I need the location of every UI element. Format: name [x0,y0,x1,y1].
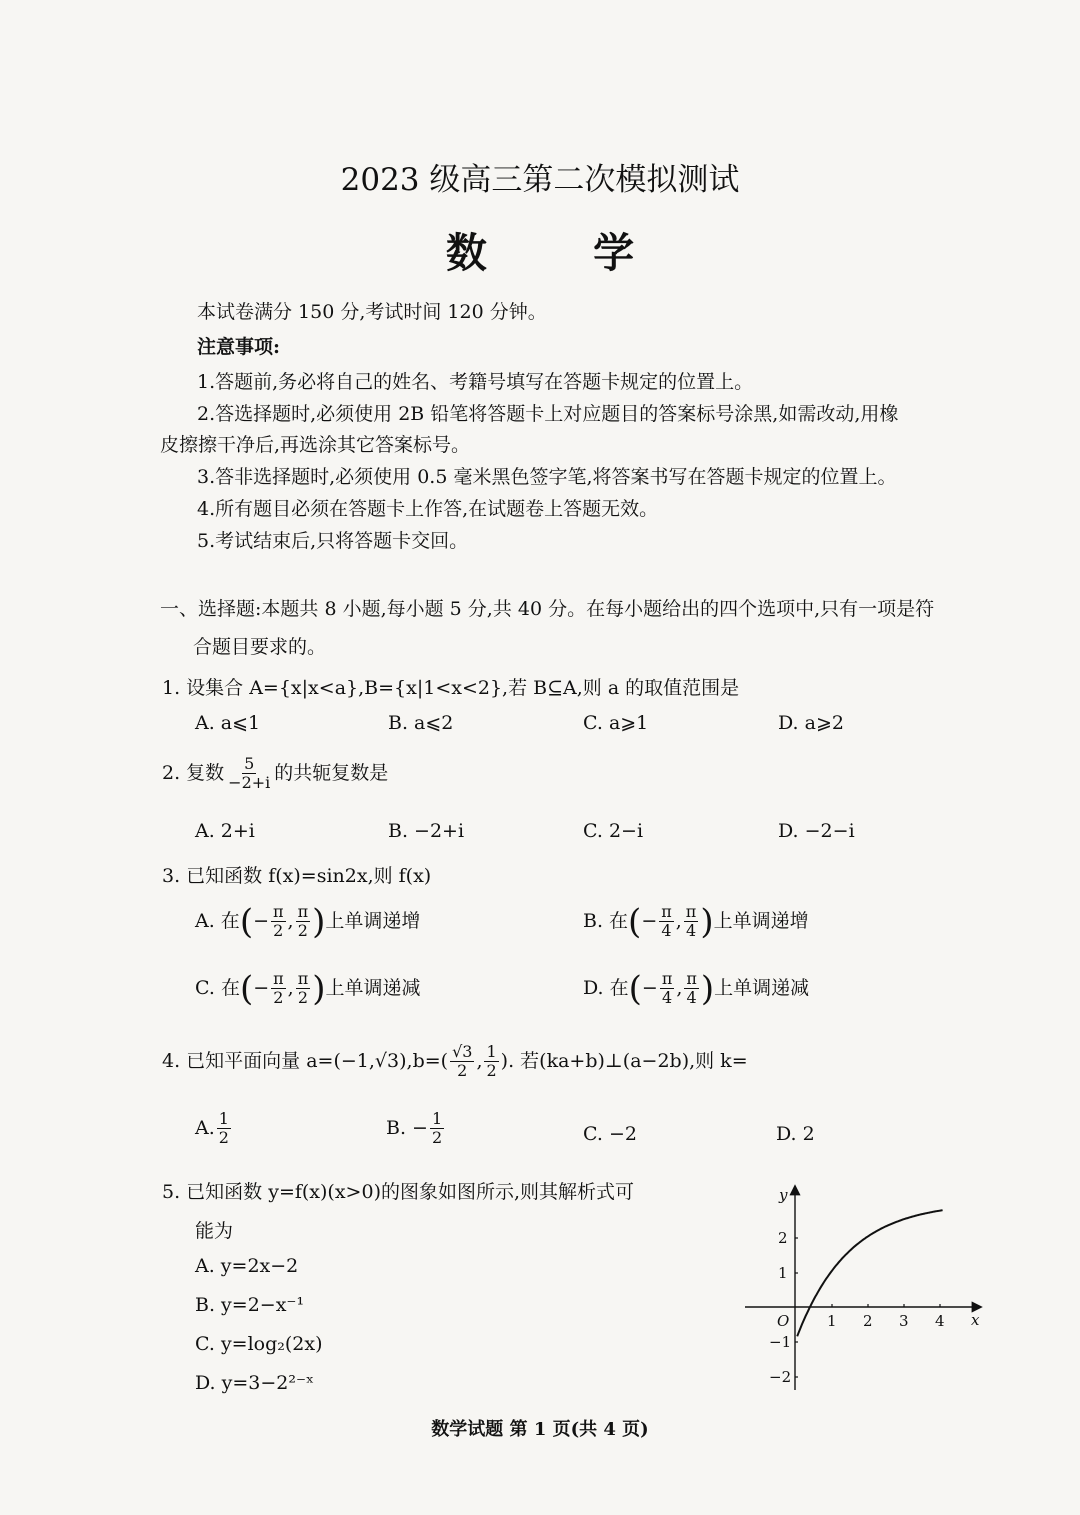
y-tick-label: −1 [769,1333,792,1351]
q3-option-a[interactable]: A. 在(− $\frac{\pi}{2}$ , $\frac{\pi}{2}$ )上单调递增 [195,901,421,942]
note-item: 5.考试结束后,只将答题卡交回。 [197,530,469,552]
question-5-stem: 能为 [195,1220,234,1242]
q3-option-d[interactable]: D. 在(− $\frac{\pi}{4}$ , $\frac{\pi}{4}$ )上单调递减 [583,968,810,1009]
y-tick-label: −2 [769,1368,792,1386]
q4-option-b[interactable]: B. − $\frac{1}{2}$ [386,1109,443,1148]
origin-label: O [777,1312,790,1330]
q2-option-a[interactable]: A. 2+i [195,820,255,842]
x-tick-label: 2 [863,1312,873,1330]
notes-heading: 注意事项: [197,336,281,358]
section-heading: 合题目要求的。 [193,636,327,658]
q2-numerator: 5 [244,754,255,773]
x-tick-label: 3 [899,1312,909,1330]
note-item: 2.答选择题时,必须使用 2B 铅笔将答题卡上对应题目的答案标号涂黑,如需改动,用橡 [197,403,899,425]
x-tick-label: 1 [827,1312,837,1330]
q3-option-b[interactable]: B. 在(− $\frac{\pi}{4}$ , $\frac{\pi}{4}$ )上单调递增 [583,901,809,942]
q5-option-d[interactable]: D. y=3−2²⁻ˣ [195,1372,315,1394]
note-item: 4.所有题目必须在答题卡上作答,在试题卷上答题无效。 [197,498,659,520]
q4-option-c[interactable]: C. −2 [583,1123,637,1145]
q1-option-b[interactable]: B. a⩽2 [388,712,454,734]
subject-title: 数 学 [445,229,681,277]
q5-option-b[interactable]: B. y=2−x⁻¹ [195,1294,305,1316]
note-item: 皮擦擦干净后,再选涂其它答案标号。 [160,434,471,456]
q2-option-c[interactable]: C. 2−i [583,820,644,842]
q2-denominator: −2+i [228,773,271,793]
q1-option-d[interactable]: D. a⩾2 [778,712,844,734]
page-footer: 数学试题 第 1 页(共 4 页) [431,1419,649,1440]
q4-option-a[interactable]: A. $\frac{1}{2}$ [195,1109,229,1148]
x-axis-label: x [971,1311,980,1329]
q2-option-d[interactable]: D. −2−i [778,820,855,842]
q1-option-c[interactable]: C. a⩾1 [583,712,649,734]
question-1-stem: 1. 设集合 A={x|x<a},B={x|1<x<2},若 B⊆A,则 a 的取值范围是 [162,677,740,699]
q2-option-b[interactable]: B. −2+i [388,820,465,842]
q2-fraction [226,755,272,793]
q3-option-c[interactable]: C. 在(− $\frac{\pi}{2}$ , $\frac{\pi}{2}$ )上单调递减 [195,968,421,1009]
question-4-stem: 4. 已知平面向量 a=(−1,√3),b=( $\frac{√3}{2}$ , $\frac{1}{2}$ ). 若(ka+b)⊥(a−2b),则 k= [162,1042,748,1081]
q5-option-a[interactable]: A. y=2x−2 [195,1255,299,1277]
q2-suffix: 的共轭复数是 [274,761,389,784]
note-item: 1.答题前,务必将自己的姓名、考籍号填写在答题卡规定的位置上。 [197,371,754,393]
question-5-stem: 5. 已知函数 y=f(x)(x>0)的图象如图所示,则其解析式可 [162,1181,635,1203]
function-graph [735,1175,995,1400]
exam-intro: 本试卷满分 150 分,考试时间 120 分钟。 [197,301,547,323]
y-tick-label: 1 [778,1264,788,1282]
x-tick-label: 4 [935,1312,945,1330]
question-2-stem [162,755,388,793]
q2-prefix: 2. 复数 [162,761,225,784]
y-axis-label: y [779,1186,788,1204]
section-heading: 一、选择题:本题共 8 小题,每小题 5 分,共 40 分。在每小题给出的四个选项中,只有一项是符 [160,598,935,620]
question-3-stem: 3. 已知函数 f(x)=sin2x,则 f(x) [162,865,432,887]
note-item: 3.答非选择题时,必须使用 0.5 毫米黑色签字笔,将答案书写在答题卡规定的位置上。 [197,466,897,488]
q5-option-c[interactable]: C. y=log₂(2x) [195,1333,323,1355]
y-tick-label: 2 [778,1229,788,1247]
q1-option-a[interactable]: A. a⩽1 [195,712,261,734]
exam-title: 2023 级高三第二次模拟测试 [340,162,740,198]
q4-option-d[interactable]: D. 2 [776,1123,815,1145]
